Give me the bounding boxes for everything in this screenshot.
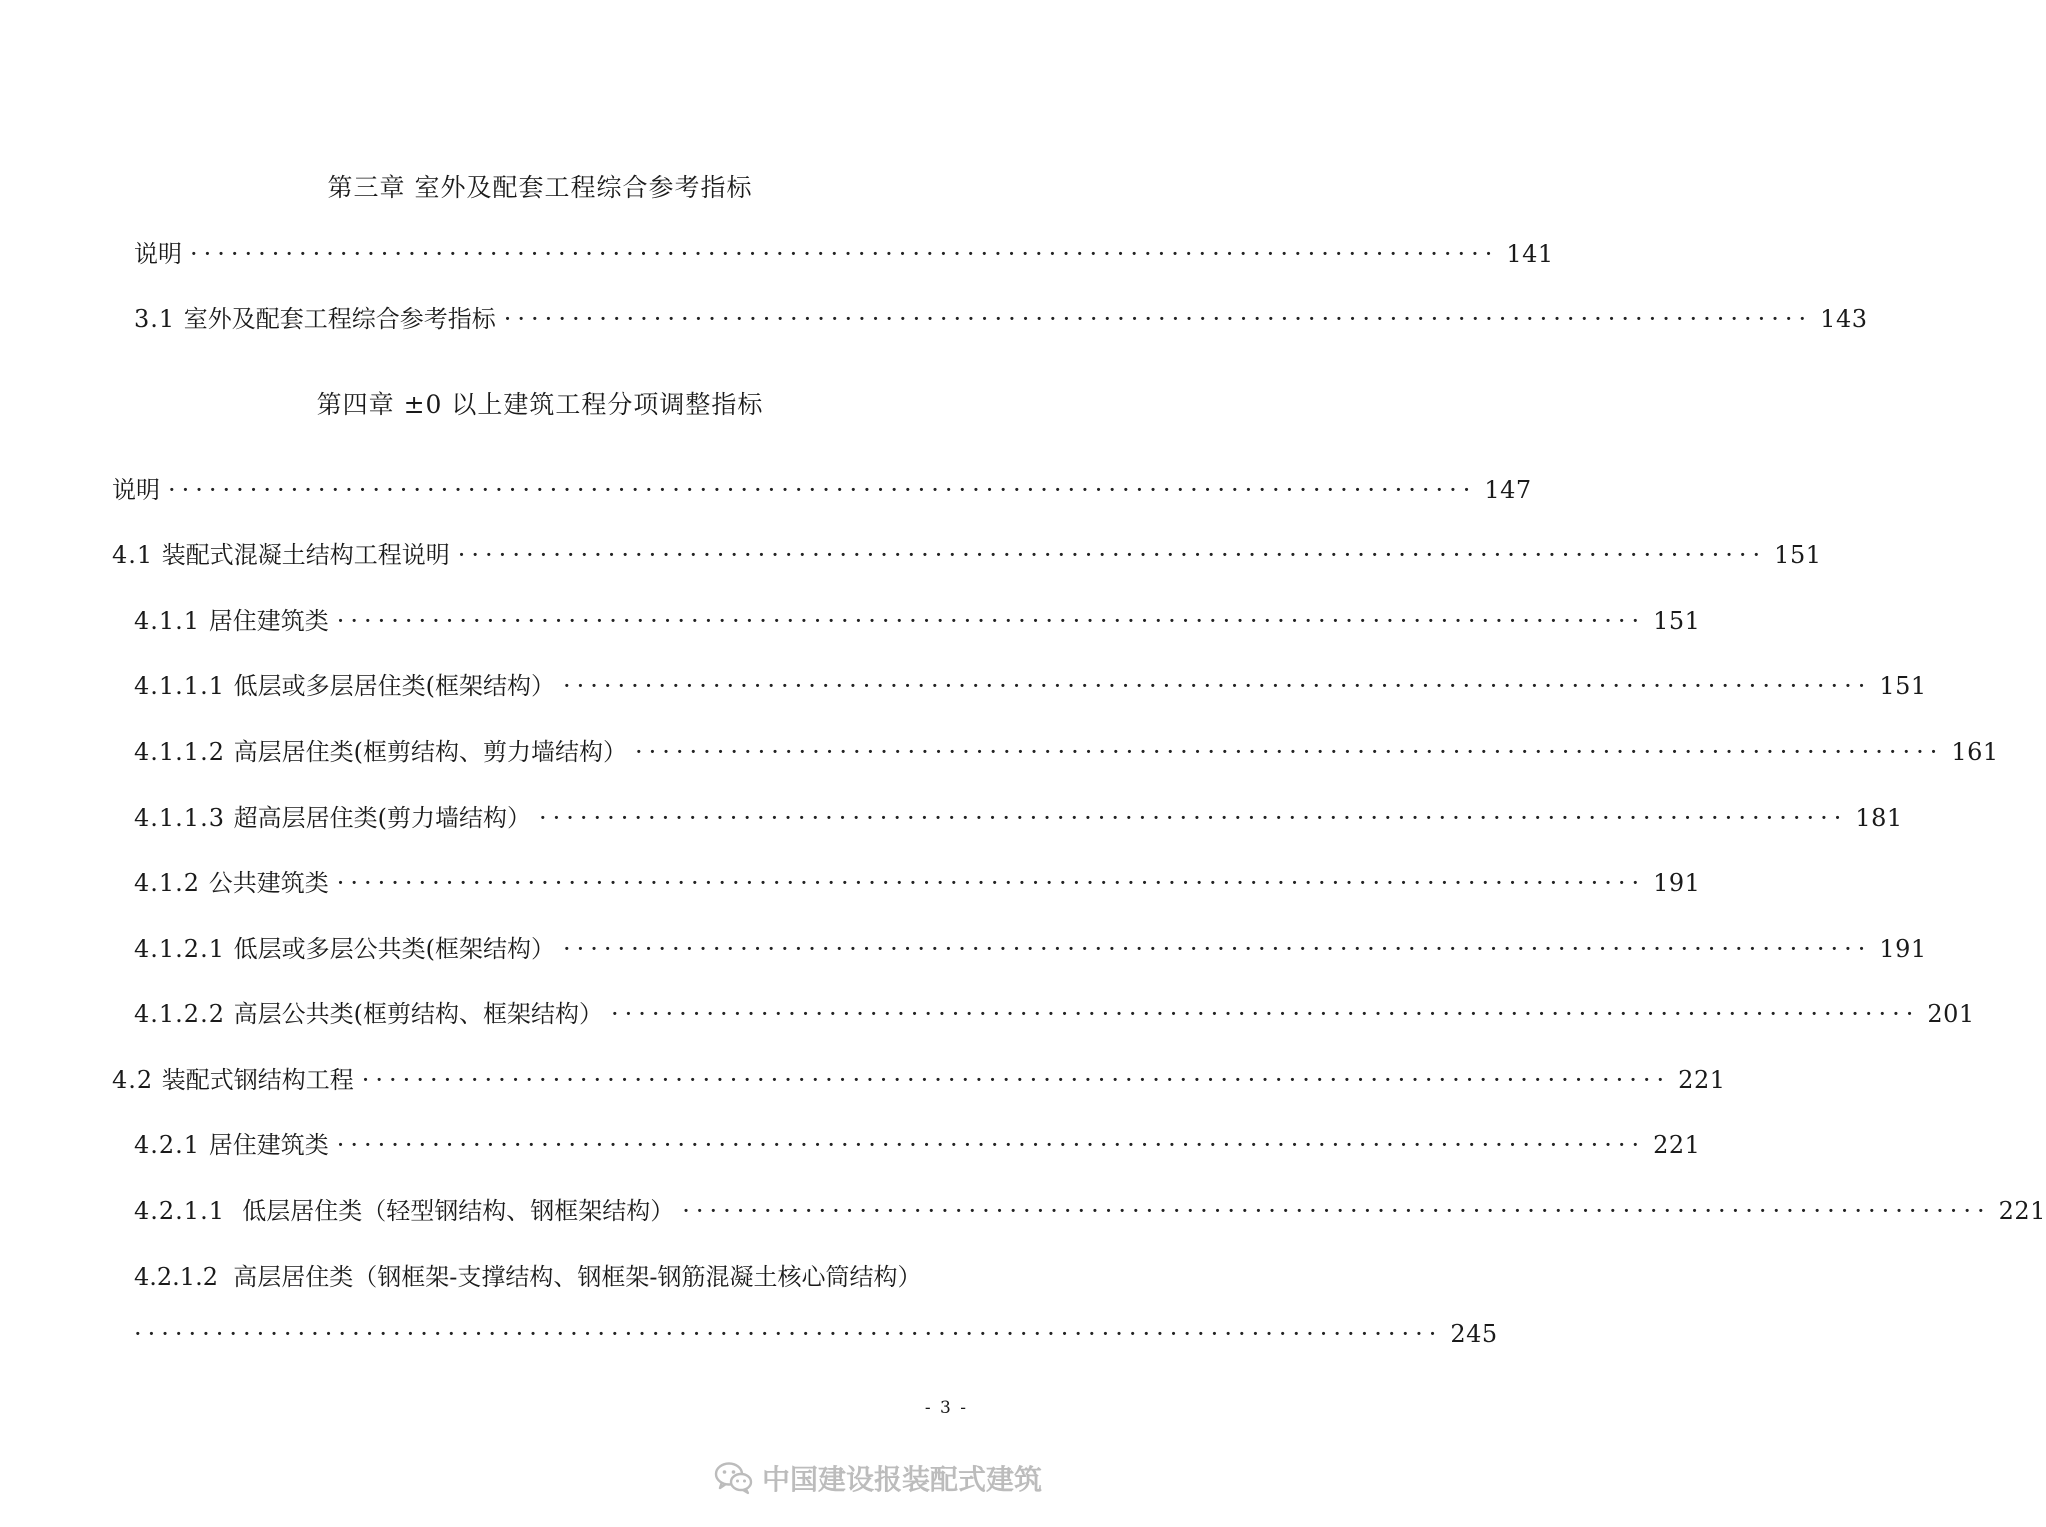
toc-entry[interactable] (112, 474, 1532, 506)
toc-entry-number: 4.1.2.1 (134, 935, 234, 963)
toc-entry-number: 4.1.2.2 (134, 1000, 234, 1028)
dot-leader: ································································································ (457, 541, 1767, 569)
toc-entry[interactable] (134, 998, 1975, 1030)
toc-entry[interactable] (134, 802, 1903, 834)
toc-entry-title: 超高层居住类(剪力墙结构） (233, 804, 531, 832)
toc-entry[interactable] (134, 238, 1554, 270)
toc-entry-title: 说明 (112, 476, 160, 504)
dot-leader: ································································································ (361, 1066, 1671, 1094)
toc-entry-title: 装配式钢结构工程 (161, 1066, 354, 1094)
dot-leader: ································································································ (336, 607, 1646, 635)
toc-entry-page: 143 (1820, 305, 1868, 333)
toc-entry-page: 151 (1879, 672, 1927, 700)
toc-entry-title: 公共建筑类 (208, 869, 329, 897)
toc-entry-title: 高层居住类（钢框架-支撑结构、钢框架-钢筋混凝土核心筒结构） (233, 1263, 922, 1291)
toc-entry-continuation[interactable] (134, 1318, 1498, 1350)
toc-entry-page: 151 (1774, 541, 1822, 569)
toc-entry-page: 245 (1450, 1320, 1498, 1348)
toc-entry-title: 低层或多层居住类(框架结构） (233, 672, 555, 700)
toc-entry-title: 高层公共类(框剪结构、框架结构） (233, 1000, 603, 1028)
toc-entry[interactable] (134, 670, 1927, 702)
toc-entry-number: 4.2 (112, 1066, 162, 1094)
dot-leader: ································································································ (336, 869, 1646, 897)
toc-entry[interactable] (134, 1129, 1701, 1161)
chapter-3-title: 第三章 室外及配套工程综合参考指标 (327, 173, 753, 202)
toc-entry-title: 室外及配套工程综合参考指标 (183, 305, 496, 333)
toc-entry-title: 低层或多层公共类(框架结构） (233, 935, 555, 963)
watermark-text: 中国建设报装配式建筑 (761, 1463, 1042, 1496)
dot-leader: ································································································ (562, 672, 1872, 700)
toc-entry-page: 141 (1506, 240, 1554, 268)
toc-entry-number: 4.2.1 (134, 1131, 209, 1159)
toc-entry-title: 低层居住类（轻型钢结构、钢框架结构） (242, 1197, 675, 1225)
watermark (714, 1458, 1042, 1498)
dot-leader: ································································································ (134, 1320, 1443, 1348)
wechat-icon (714, 1461, 754, 1495)
toc-entry-title: 居住建筑类 (208, 1131, 329, 1159)
toc-entry[interactable] (134, 933, 1927, 965)
page-number: - 3 - (924, 1398, 968, 1418)
toc-entry[interactable] (112, 539, 1822, 571)
toc-entry-page: 181 (1855, 804, 1903, 832)
dot-leader: ································································································ (190, 240, 1499, 268)
toc-entry-number: 4.2.1.1 (134, 1197, 243, 1225)
toc-entry-page: 201 (1927, 1000, 1975, 1028)
toc-entry-page: 161 (1951, 738, 1999, 766)
toc-entry-number: 4.1.1 (134, 607, 209, 635)
toc-entry-title: 居住建筑类 (208, 607, 329, 635)
toc-entry-long-title-line[interactable] (134, 1261, 921, 1293)
toc-entry[interactable] (134, 736, 1999, 768)
toc-entry[interactable] (134, 1195, 2046, 1227)
toc-entry-number: 4.1.2 (134, 869, 209, 897)
dot-leader: ································································································ (503, 305, 1813, 333)
toc-entry[interactable] (134, 303, 1868, 335)
toc-entry-title: 说明 (134, 240, 182, 268)
toc-entry-page: 221 (1653, 1131, 1701, 1159)
toc-entry-number: 4.1 (112, 541, 162, 569)
toc-entry-page: 151 (1653, 607, 1701, 635)
dot-leader: ································································································ (682, 1197, 1991, 1225)
toc-entry-number: 4.1.1.3 (134, 804, 234, 832)
dot-leader: ································································································ (538, 804, 1848, 832)
dot-leader: ································································································ (610, 1000, 1920, 1028)
chapter-4-title: 第四章 ±0 以上建筑工程分项调整指标 (316, 390, 764, 419)
toc-entry-number: 3.1 (134, 305, 184, 333)
toc-entry-number: 4.1.1.2 (134, 738, 234, 766)
toc-entry-page: 147 (1484, 476, 1532, 504)
toc-entry[interactable] (134, 605, 1701, 637)
toc-entry-number: 4.1.1.1 (134, 672, 234, 700)
toc-entry[interactable] (134, 867, 1701, 899)
toc-entry[interactable] (112, 1064, 1726, 1096)
toc-entry-title: 装配式混凝土结构工程说明 (161, 541, 450, 569)
toc-entry-page: 221 (1678, 1066, 1726, 1094)
dot-leader: ································································································ (634, 738, 1944, 766)
toc-entry-page: 221 (1998, 1197, 2046, 1225)
dot-leader: ································································································ (168, 476, 1477, 504)
toc-entry-title: 高层居住类(框剪结构、剪力墙结构） (233, 738, 627, 766)
dot-leader: ································································································ (562, 935, 1872, 963)
toc-entry-page: 191 (1879, 935, 1927, 963)
toc-entry-number: 4.2.1.2 (134, 1263, 234, 1291)
toc-entry-page: 191 (1653, 869, 1701, 897)
dot-leader: ································································································ (336, 1131, 1646, 1159)
